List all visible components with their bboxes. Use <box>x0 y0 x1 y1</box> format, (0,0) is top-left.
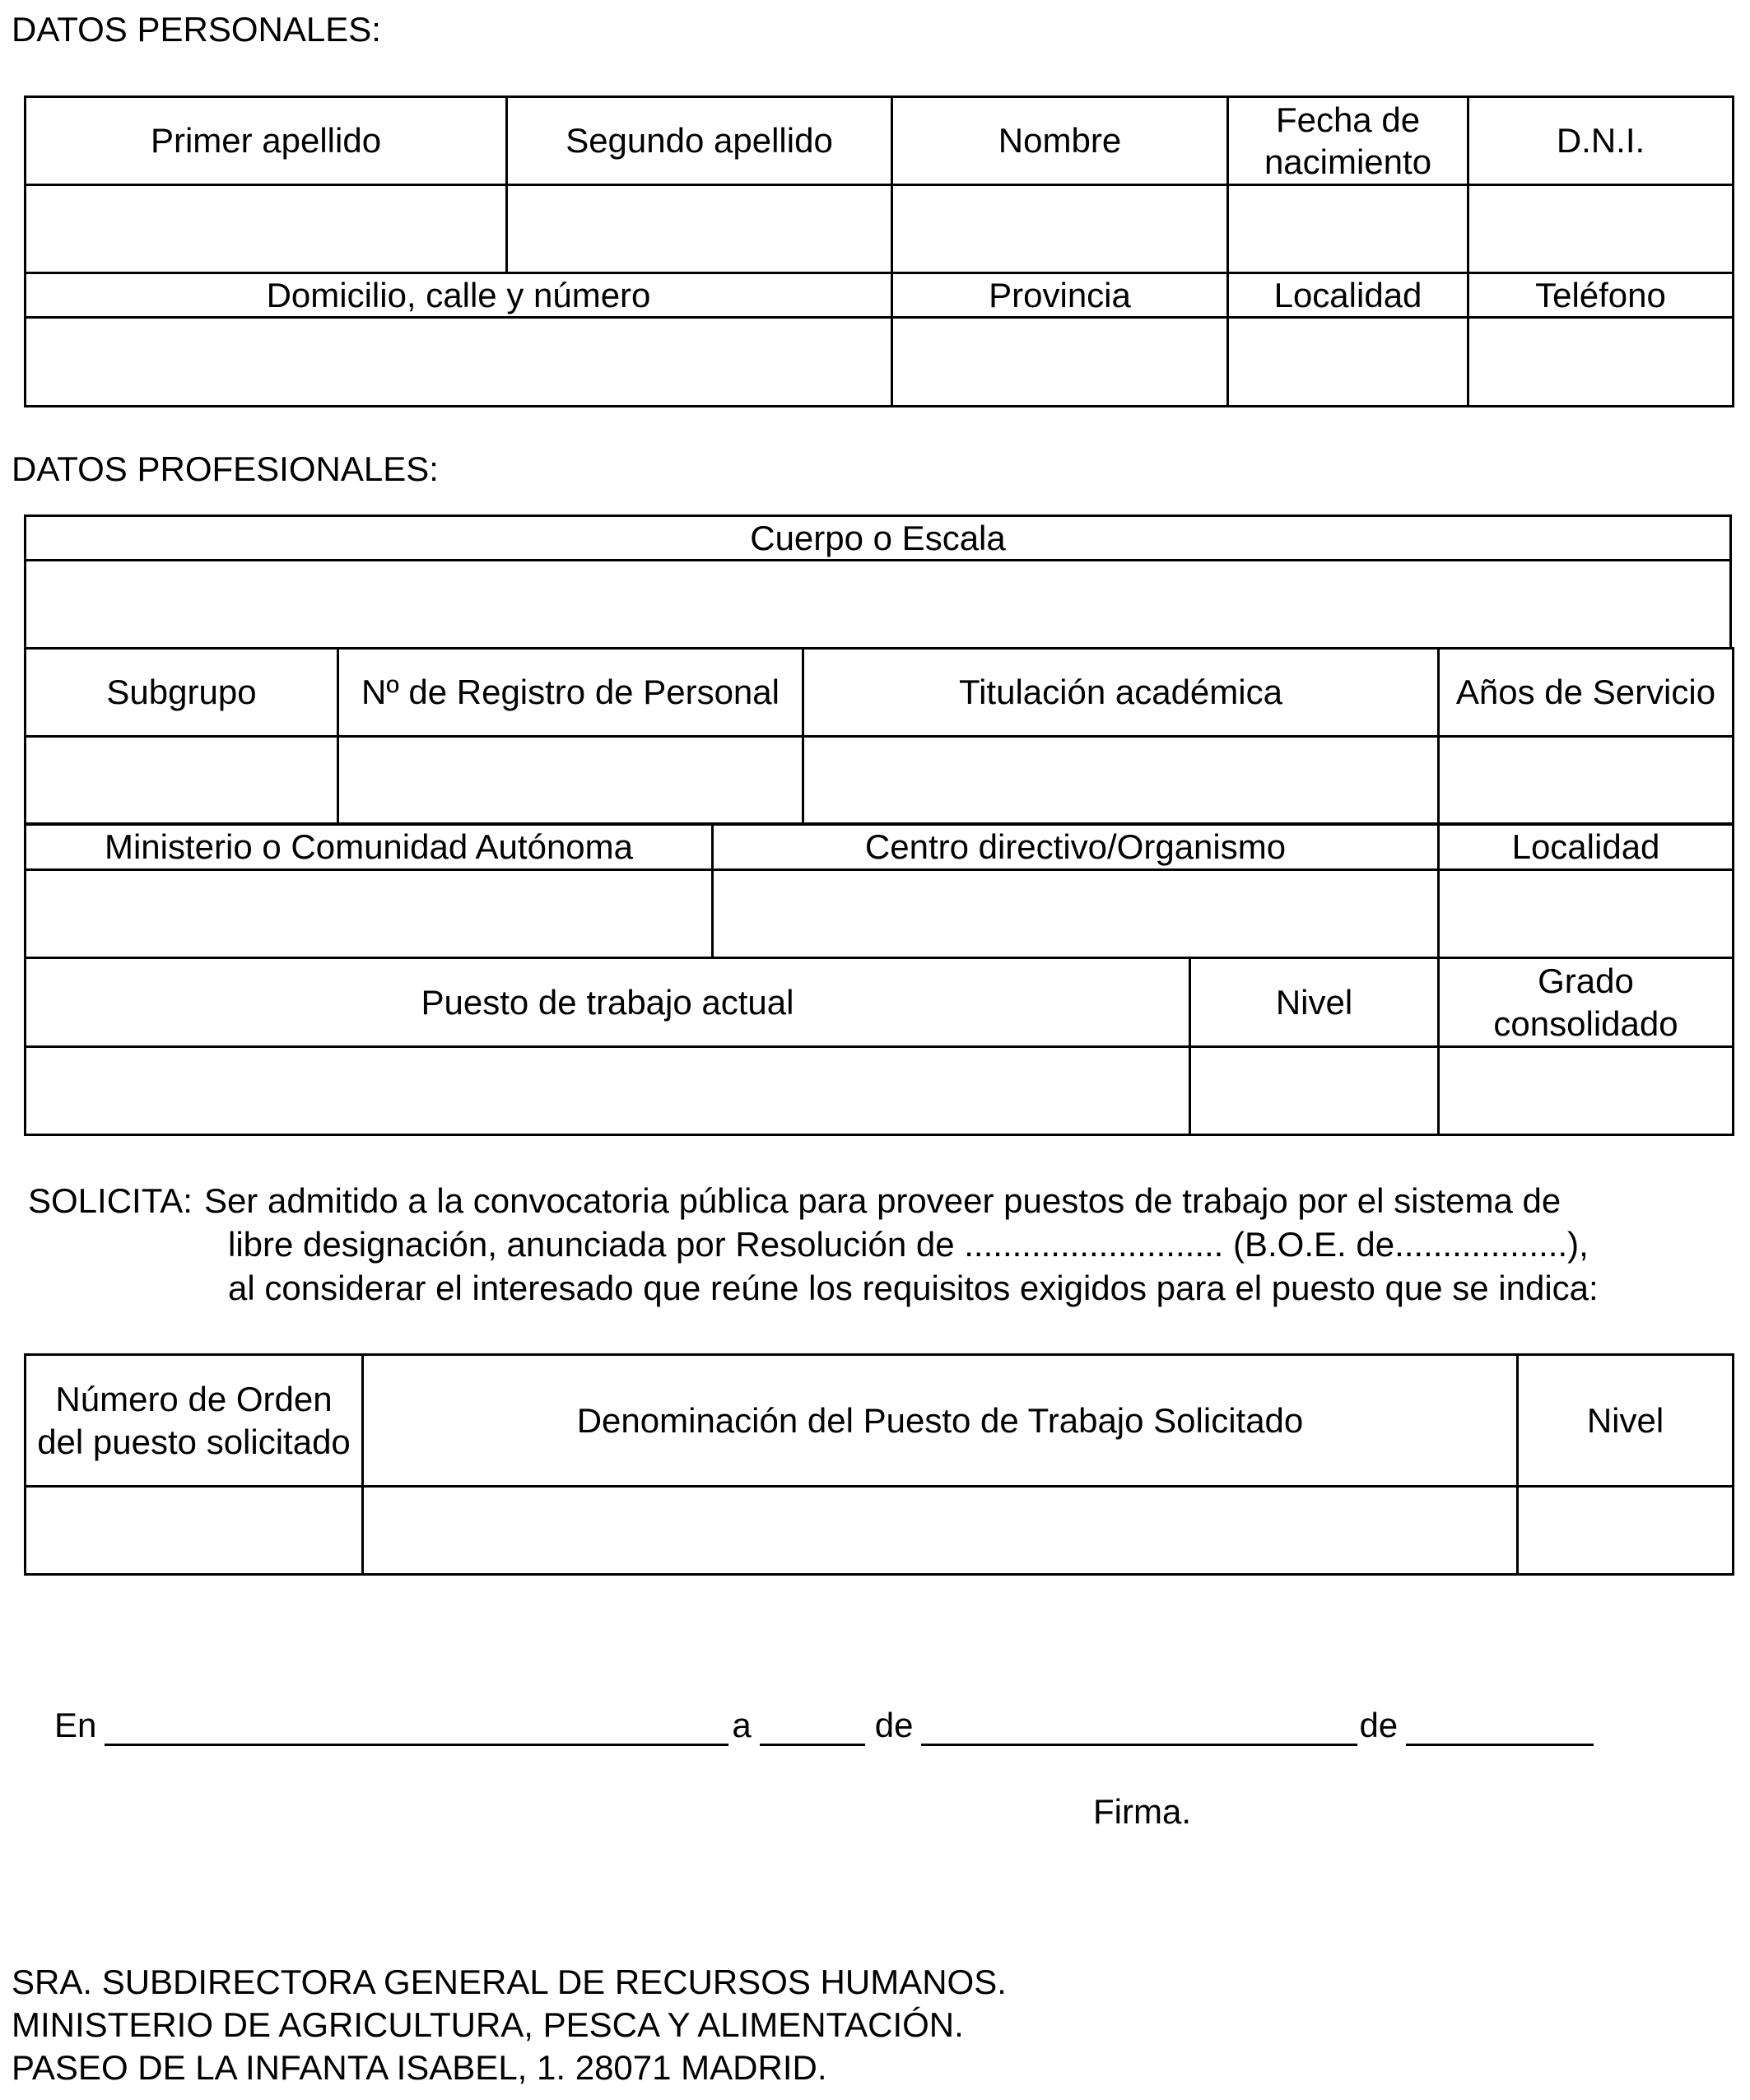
signature-label: Firma. <box>1093 1792 1191 1831</box>
header-segundo-apellido: Segundo apellido <box>507 97 892 185</box>
date-de-label-2: de <box>1359 1706 1399 1744</box>
date-line <box>54 1704 1594 1746</box>
field-localidad-profesional[interactable] <box>1439 870 1734 958</box>
field-subgrupo[interactable] <box>26 737 338 825</box>
header-domicilio: Domicilio, calle y número <box>26 273 892 318</box>
header-dni: D.N.I. <box>1468 97 1734 185</box>
field-telefono[interactable] <box>1468 318 1734 407</box>
header-denominacion-puesto: Denominación del Puesto de Trabajo Solicitado <box>363 1355 1518 1487</box>
solicita-line-1: Ser admitido a la convocatoria pública para proveer puestos de trabajo por el sistema de <box>203 1181 1562 1220</box>
professional-puesto-table <box>24 957 1734 1136</box>
professional-cuerpo-table <box>24 515 1732 650</box>
header-ministerio: Ministerio o Comunidad Autónoma <box>26 824 713 870</box>
solicita-line-3: al considerar el interesado que reúne los requisitos exigidos para el puesto que se indica: <box>228 1269 1599 1307</box>
field-segundo-apellido[interactable] <box>507 185 892 273</box>
professional-ministerio-table <box>24 822 1734 959</box>
personal-data-table <box>24 95 1734 407</box>
address-line-2: MINISTERIO DE AGRICULTURA, PESCA Y ALIMENTACIÓN. <box>12 2005 964 2044</box>
field-domicilio[interactable] <box>26 318 892 407</box>
header-grado-consolidado: Grado consolidado <box>1439 958 1734 1047</box>
request-table <box>24 1353 1734 1576</box>
field-registro-personal[interactable] <box>338 737 803 825</box>
day-blank[interactable] <box>760 1706 865 1746</box>
header-telefono: Teléfono <box>1468 273 1734 318</box>
field-primer-apellido[interactable] <box>26 185 507 273</box>
field-nivel-actual[interactable] <box>1190 1047 1439 1135</box>
date-en-label: En <box>54 1706 97 1744</box>
header-subgrupo: Subgrupo <box>26 649 338 737</box>
field-titulacion[interactable] <box>803 737 1439 825</box>
header-puesto-actual: Puesto de trabajo actual <box>26 958 1190 1047</box>
header-cuerpo-escala: Cuerpo o Escala <box>26 516 1731 561</box>
field-grado-consolidado[interactable] <box>1439 1047 1734 1135</box>
header-centro-directivo: Centro directivo/Organismo <box>713 824 1439 870</box>
header-nombre: Nombre <box>892 97 1228 185</box>
month-blank[interactable] <box>921 1706 1357 1746</box>
field-fecha-nacimiento[interactable] <box>1228 185 1468 273</box>
section-title-personal: DATOS PERSONALES: <box>12 10 381 49</box>
header-fecha-nacimiento: Fecha de nacimiento <box>1228 97 1468 185</box>
solicita-line-2: libre designación, anunciada por Resolución de ........................... (B.O.E. de..................), <box>228 1225 1589 1264</box>
field-provincia[interactable] <box>892 318 1228 407</box>
header-nivel-actual: Nivel <box>1190 958 1439 1047</box>
field-puesto-actual[interactable] <box>26 1047 1190 1135</box>
header-titulacion: Titulación académica <box>803 649 1439 737</box>
header-localidad: Localidad <box>1228 273 1468 318</box>
year-blank[interactable] <box>1406 1706 1594 1746</box>
solicita-paragraph <box>28 1179 1740 1310</box>
date-de-label-1: de <box>874 1706 914 1744</box>
field-localidad[interactable] <box>1228 318 1468 407</box>
professional-subgrupo-table <box>24 647 1734 826</box>
field-nivel-solicitado[interactable] <box>1518 1487 1734 1575</box>
header-numero-orden: Número de Orden del puesto solicitado <box>26 1355 363 1487</box>
header-registro-personal: Nº de Registro de Personal <box>338 649 803 737</box>
recipient-address <box>12 1961 1007 2089</box>
section-title-professional: DATOS PROFESIONALES: <box>12 449 439 488</box>
field-anos-servicio[interactable] <box>1439 737 1734 825</box>
header-primer-apellido: Primer apellido <box>26 97 507 185</box>
header-nivel-solicitado: Nivel <box>1518 1355 1734 1487</box>
field-numero-orden[interactable] <box>26 1487 363 1575</box>
address-line-1: SRA. SUBDIRECTORA GENERAL DE RECURSOS HUMANOS. <box>12 1963 1007 2001</box>
field-ministerio[interactable] <box>26 870 713 958</box>
field-cuerpo-escala[interactable] <box>26 561 1731 649</box>
header-localidad-profesional: Localidad <box>1439 824 1734 870</box>
date-a-label: a <box>732 1706 752 1744</box>
solicita-label: SOLICITA: <box>28 1181 193 1220</box>
place-blank[interactable] <box>105 1706 728 1746</box>
header-anos-servicio: Años de Servicio <box>1439 649 1734 737</box>
field-dni[interactable] <box>1468 185 1734 273</box>
header-provincia: Provincia <box>892 273 1228 318</box>
address-line-3: PASEO DE LA INFANTA ISABEL, 1. 28071 MADRID. <box>12 2048 827 2087</box>
field-nombre[interactable] <box>892 185 1228 273</box>
field-centro-directivo[interactable] <box>713 870 1439 958</box>
field-denominacion-puesto[interactable] <box>363 1487 1518 1575</box>
